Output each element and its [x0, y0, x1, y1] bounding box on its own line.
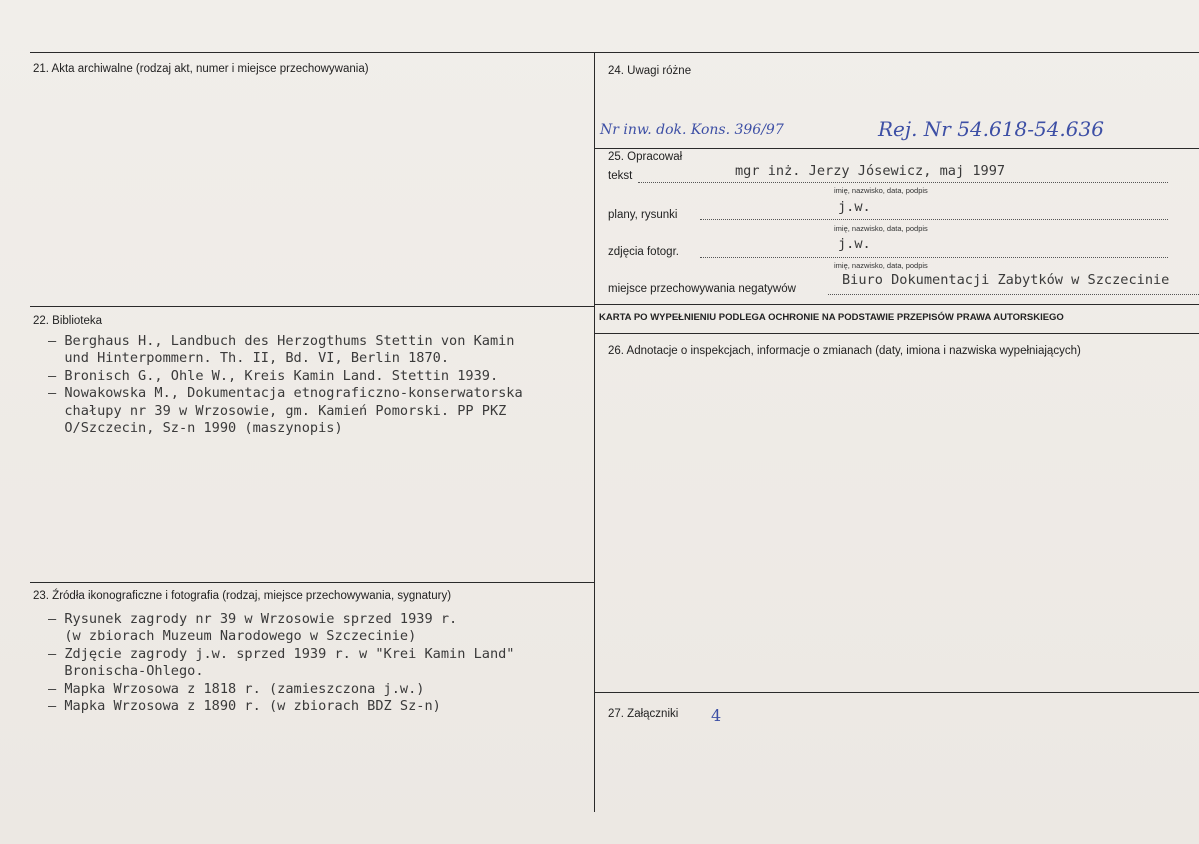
iconography-entry: Bronischa-Ohlego.	[48, 663, 204, 679]
section-23-label: 23. Źródła ikonograficzne i fotografia (rodzaj, miejsce przechowywania, sygnatury)	[33, 590, 452, 602]
rule-22-23	[30, 582, 594, 583]
plany-value: j.w.	[838, 199, 871, 215]
tekst-caption: imię, nazwisko, data, podpis	[834, 186, 928, 195]
plany-caption: imię, nazwisko, data, podpis	[834, 224, 928, 233]
section-24-label: 24. Uwagi różne	[608, 65, 692, 77]
copyright-notice: KARTA PO WYPEŁNIENIU PODLEGA OCHRONIE NA PODSTAWIE PRZEPISÓW PRAWA AUTORSKIEGO	[599, 312, 1064, 323]
bibliography-entry: und Hinterpommern. Th. II, Bd. VI, Berlin 1870.	[48, 350, 450, 366]
iconography-entry: – Zdjęcie zagrody j.w. sprzed 1939 r. w "Krei Kamin Land"	[48, 646, 515, 662]
section-21-label: 21. Akta archiwalne (rodzaj akt, numer i miejsce przechowywania)	[33, 63, 369, 75]
top-rule	[30, 52, 1199, 53]
rule-24-25	[594, 148, 1199, 149]
section-25-label: 25. Opracował	[608, 151, 683, 163]
rule-21-22	[30, 306, 594, 307]
zdjecia-value: j.w.	[838, 236, 871, 252]
section-27-label: 27. Załączniki	[608, 708, 679, 720]
iconography-entry: (w zbiorach Muzeum Narodowego w Szczecinie)	[48, 628, 417, 644]
iconography-entry: – Mapka Wrzosowa z 1818 r. (zamieszczona j.w.)	[48, 681, 425, 697]
rule-notice-26	[594, 333, 1199, 334]
section-22-label: 22. Biblioteka	[33, 315, 103, 327]
bibliography-entry: O/Szczecin, Sz-n 1990 (maszynopis)	[48, 420, 343, 436]
section-26-label: 26. Adnotacje o inspekcjach, informacje o zmianach (daty, imiona i nazwiska wypełniających)	[608, 345, 1081, 357]
rule-25-notice	[594, 304, 1199, 305]
bibliography-entry: chałupy nr 39 w Wrzosowie, gm. Kamień Pomorski. PP PKZ	[48, 403, 507, 419]
plany-line	[700, 219, 1168, 220]
bibliography-entry: – Nowakowska M., Dokumentacja etnograficzno-konserwatorska	[48, 385, 523, 401]
rule-26-27	[594, 692, 1199, 693]
bibliography-entry: – Berghaus H., Landbuch des Herzogthums Stettin von Kamin	[48, 333, 515, 349]
iconography-entry: – Mapka Wrzosowa z 1890 r. (w zbiorach BDZ Sz-n)	[48, 698, 441, 714]
miejsce-line	[828, 294, 1199, 295]
zdjecia-line	[700, 257, 1168, 258]
miejsce-value: Biuro Dokumentacji Zabytków w Szczecinie	[842, 272, 1170, 288]
plany-label: plany, rysunki	[608, 209, 678, 221]
bibliography-entry: – Bronisch G., Ohle W., Kreis Kamin Land. Stettin 1939.	[48, 368, 499, 384]
attachments-count: 4	[711, 706, 722, 725]
zdjecia-label: zdjęcia fotogr.	[608, 246, 679, 258]
handwritten-register-note: Rej. Nr 54.618-54.636	[878, 117, 1104, 141]
tekst-label: tekst	[608, 170, 633, 182]
iconography-entry: – Rysunek zagrody nr 39 w Wrzosowie sprzed 1939 r.	[48, 611, 458, 627]
center-divider	[594, 52, 595, 812]
tekst-value: mgr inż. Jerzy Jósewicz, maj 1997	[735, 163, 1006, 179]
miejsce-label: miejsce przechowywania negatywów	[608, 283, 796, 295]
zdjecia-caption: imię, nazwisko, data, podpis	[834, 261, 928, 270]
handwritten-inventory-note: Nr inw. dok. Kons. 396/97	[600, 122, 784, 138]
tekst-line	[638, 182, 1168, 183]
